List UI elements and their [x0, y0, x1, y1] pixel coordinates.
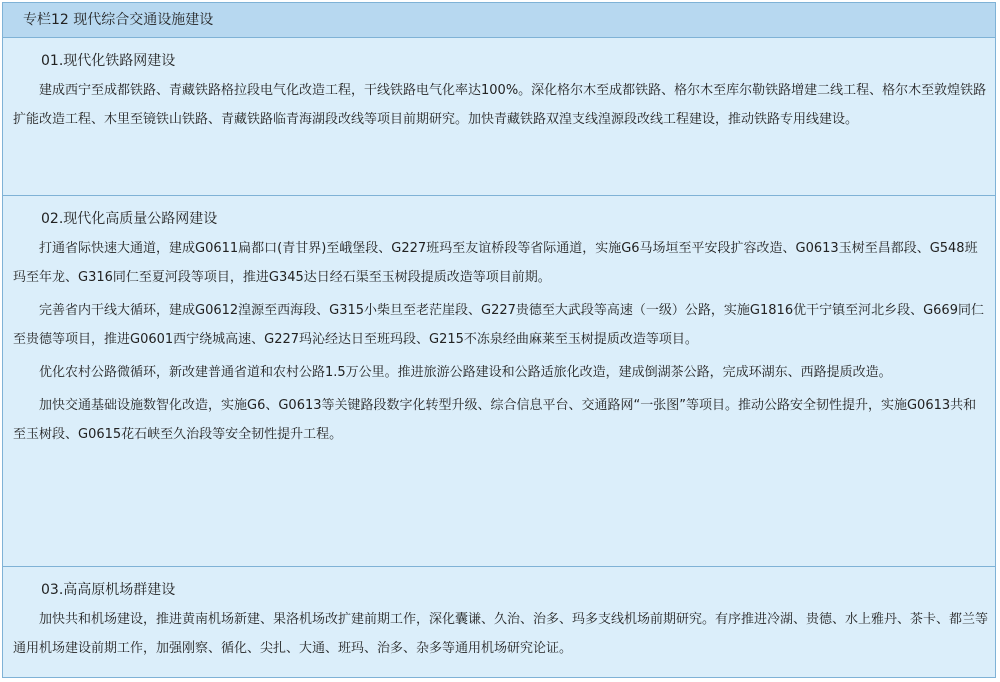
- section-highway: [3, 196, 995, 567]
- section-title: 02.现代化高质量公路网建设: [41, 211, 218, 227]
- paragraph: 打通省际快速大通道，建成G0611扁都口(青甘界)至峨堡段、G227班玛至友谊桥段等省际通道，实施G6马场垣至平安段扩容改造、G0613玉树至昌都段、G548班玛至年龙、G316同仁至夏河段等项目，推进G345达日经石渠至玉树段提质改造等项目前期。: [13, 241, 978, 285]
- paragraph: 优化农村公路微循环，新改建普通省道和农村公路1.5万公里。推进旅游公路建设和公路适旅化改造，建成倒湖茶公路，完成环湖东、西路提质改造。: [39, 365, 892, 380]
- section-airport: [3, 567, 995, 679]
- column-title: 专栏12 现代综合交通设施建设: [3, 3, 995, 38]
- paragraph: 加快共和机场建设，推进黄南机场新建、果洛机场改扩建前期工作，深化囊谦、久治、治多、玛多支线机场前期研究。有序推进冷湖、贵德、水上雅丹、茶卡、都兰等通用机场建设前期工作，加强刚察、循化、尖扎、大通、班玛、治多、杂多等通用机场研究论证。: [13, 612, 989, 656]
- section-railway: [3, 38, 995, 196]
- section-title: 01.现代化铁路网建设: [41, 53, 176, 69]
- paragraph: 加快交通基础设施数智化改造，实施G6、G0613等关键路段数字化转型升级、综合信息平台、交通路网“一张图”等项目。推动公路安全韧性提升，实施G0613共和至玉树段、G0615花石峡至久治段等安全韧性提升工程。: [13, 398, 977, 442]
- paragraph: 完善省内干线大循环，建成G0612湟源至西海段、G315小柴旦至老茫崖段、G227贵德至大武段等高速（一级）公路，实施G1816优干宁镇至河北乡段、G669同仁至贵德等项目，推进G0601西宁绕城高速、G227玛沁经达日至班玛段、G215不冻泉经曲麻莱至玉树提质改造等项目。: [13, 303, 984, 347]
- paragraph: 建成西宁至成都铁路、青藏铁路格拉段电气化改造工程，干线铁路电气化率达100%。深化格尔木至成都铁路、格尔木至库尔勒铁路增建二线工程、格尔木至敦煌铁路扩能改造工程、木里至镜铁山铁路、青藏铁路临青海湖段改线等项目前期研究。加快青藏铁路双湟支线湟源段改线工程建设，推动铁路专用线建设。: [13, 83, 987, 127]
- section-title: 03.高高原机场群建设: [41, 582, 176, 598]
- column-box: [2, 2, 996, 678]
